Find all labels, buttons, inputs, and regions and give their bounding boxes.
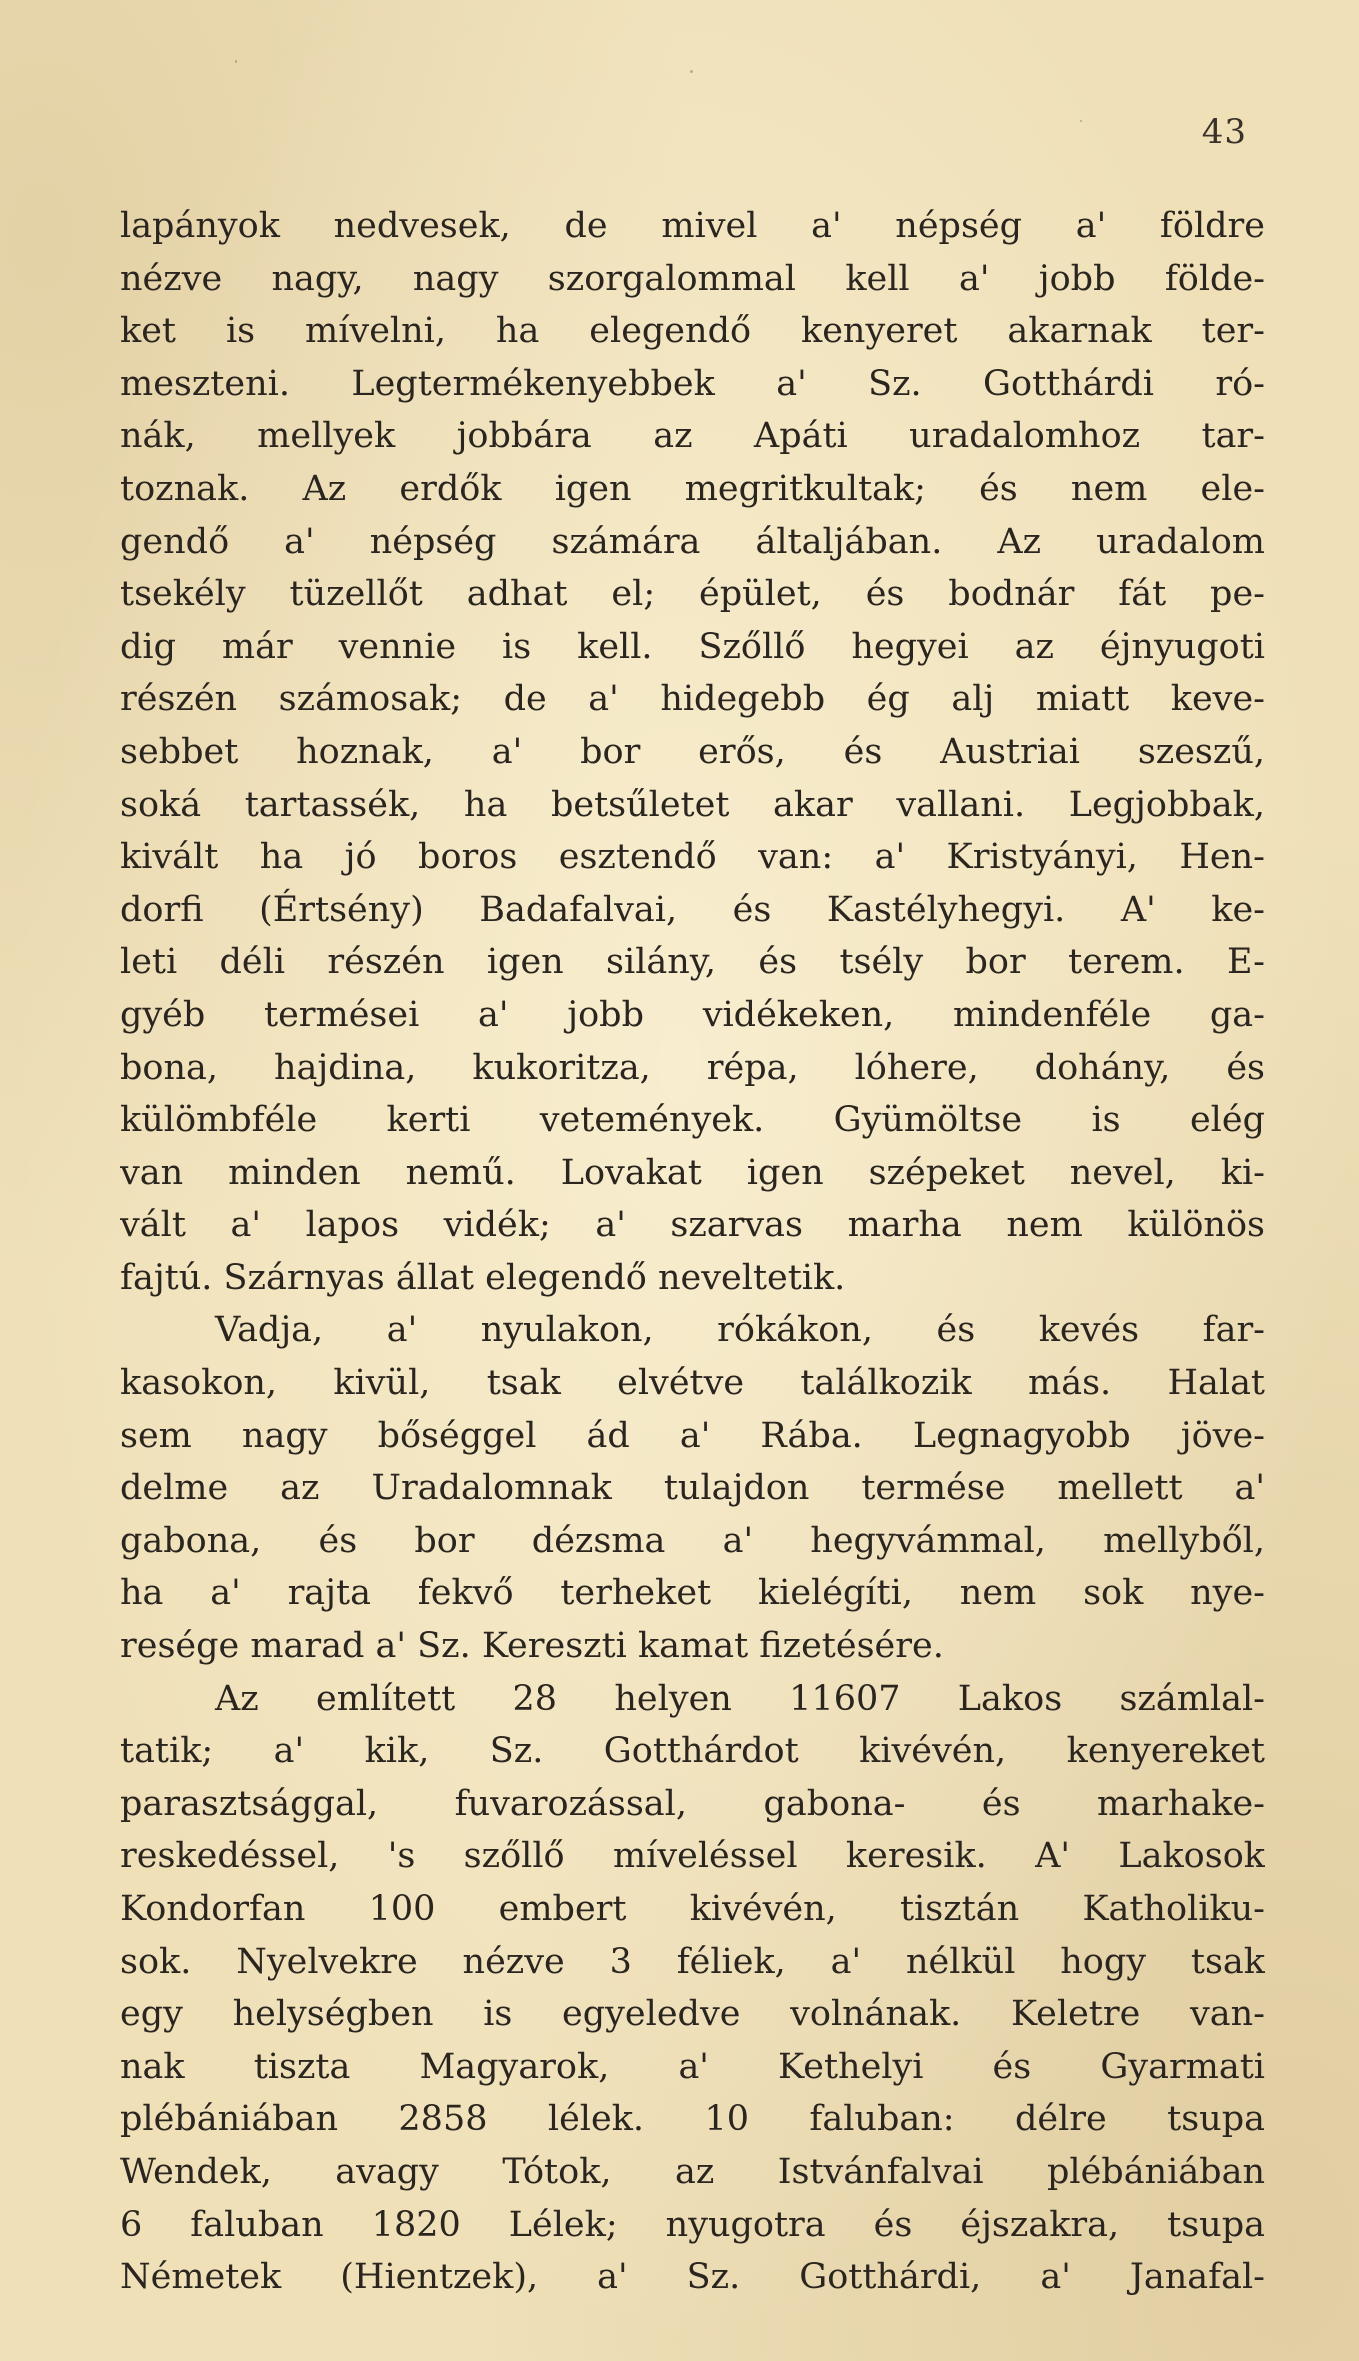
text-line: vált a' lapos vidék; a' szarvas marha nem különös xyxy=(120,1205,1265,1246)
text-line: Vadja, a' nyulakon, rókákon, és kevés far- xyxy=(215,1310,1265,1351)
text-line: Wendek, avagy Tótok, az Istvánfalvai plébániában xyxy=(120,2151,1265,2192)
text-line: meszteni. Legtermékenyebbek a' Sz. Gotthárdi ró- xyxy=(120,363,1265,404)
text-line: gabona, és bor dézsma a' hegyvámmal, mellyből, xyxy=(120,1520,1265,1561)
text-line: fajtú. Szárnyas állat elegendő neveltetik. xyxy=(120,1257,846,1298)
text-line: dorfi (Értsény) Badafalvai, és Kastélyhegyi. A' ke- xyxy=(120,889,1265,930)
text-line: Az említett 28 helyen 11607 Lakos számlal- xyxy=(215,1678,1265,1719)
text-line: egy helységben is egyeledve volnának. Keletre van- xyxy=(120,1994,1265,2035)
text-line: kasokon, kivül, tsak elvétve találkozik más. Halat xyxy=(120,1363,1265,1404)
page-number: 43 xyxy=(1201,112,1247,152)
text-line: tatik; a' kik, Sz. Gotthárdot kivévén, kenyereket xyxy=(120,1731,1265,1772)
paper-speck xyxy=(1080,120,1082,122)
paper-speck xyxy=(235,60,237,63)
text-line: leti déli részén igen silány, és tsély bor terem. E- xyxy=(120,942,1265,983)
text-line: nak tiszta Magyarok, a' Kethelyi és Gyarmati xyxy=(120,2046,1265,2087)
paper-speck xyxy=(690,70,693,73)
text-line: toznak. Az erdők igen megritkultak; és nem ele- xyxy=(120,468,1265,509)
text-line: lapányok nedvesek, de mivel a' népség a' földre xyxy=(120,206,1265,246)
text-line: plébániában 2858 lélek. 10 faluban: délre tsupa xyxy=(120,2099,1265,2140)
text-line: nák, mellyek jobbára az Apáti uradalomhoz tar- xyxy=(120,416,1265,457)
text-line: részén számosak; de a' hidegebb ég alj miatt keve- xyxy=(120,679,1265,720)
text-line: bona, hajdina, kukoritza, répa, lóhere, dohány, és xyxy=(120,1047,1265,1088)
body-text xyxy=(120,200,1265,2304)
text-line: resége marad a' Sz. Kereszti kamat fizetésére. xyxy=(120,1626,944,1667)
text-line: sebbet hoznak, a' bor erős, és Austriai szeszű, xyxy=(120,731,1265,772)
text-line: külömbféle kerti vetemények. Gyümöltse is elég xyxy=(120,1100,1265,1141)
text-line: van minden nemű. Lovakat igen szépeket nevel, ki- xyxy=(120,1152,1265,1193)
text-line: ha a' rajta fekvő terheket kielégíti, nem sok nye- xyxy=(120,1573,1265,1614)
text-line: reskedéssel, 's szőllő míveléssel keresik. A' Lakosok xyxy=(120,1836,1265,1877)
text-line: soká tartassék, ha betsűletet akar vallani. Legjobbak, xyxy=(120,784,1265,825)
text-line: tsekély tüzellőt adhat el; épület, és bodnár fát pe- xyxy=(120,574,1265,615)
text-line: dig már vennie is kell. Szőllő hegyei az éjnyugoti xyxy=(120,626,1265,667)
text-line: delme az Uradalomnak tulajdon termése mellett a' xyxy=(120,1468,1265,1509)
text-line: sok. Nyelvekre nézve 3 féliek, a' nélkül hogy tsak xyxy=(120,1941,1265,1982)
text-line: Kondorfan 100 embert kivévén, tisztán Katholiku- xyxy=(120,1889,1265,1929)
text-line: gendő a' népség számára általjában. Az uradalom xyxy=(120,521,1265,562)
text-line: parasztsággal, fuvarozással, gabona- és marhake- xyxy=(120,1783,1265,1824)
text-line: 6 faluban 1820 Lélek; nyugotra és éjszakra, tsupa xyxy=(120,2204,1265,2245)
text-line: Németek (Hientzek), a' Sz. Gotthárdi, a' Janafal- xyxy=(120,2257,1265,2298)
text-line: nézve nagy, nagy szorgalommal kell a' jobb földe- xyxy=(120,258,1265,299)
text-line: sem nagy bőséggel ád a' Rába. Legnagyobb jöve- xyxy=(120,1415,1265,1456)
text-line: kivált ha jó boros esztendő van: a' Kristyányi, Hen- xyxy=(120,837,1265,878)
text-line: gyéb termései a' jobb vidékeken, mindenféle ga- xyxy=(120,994,1265,1035)
text-line: ket is mívelni, ha elegendő kenyeret akarnak ter- xyxy=(120,311,1265,352)
